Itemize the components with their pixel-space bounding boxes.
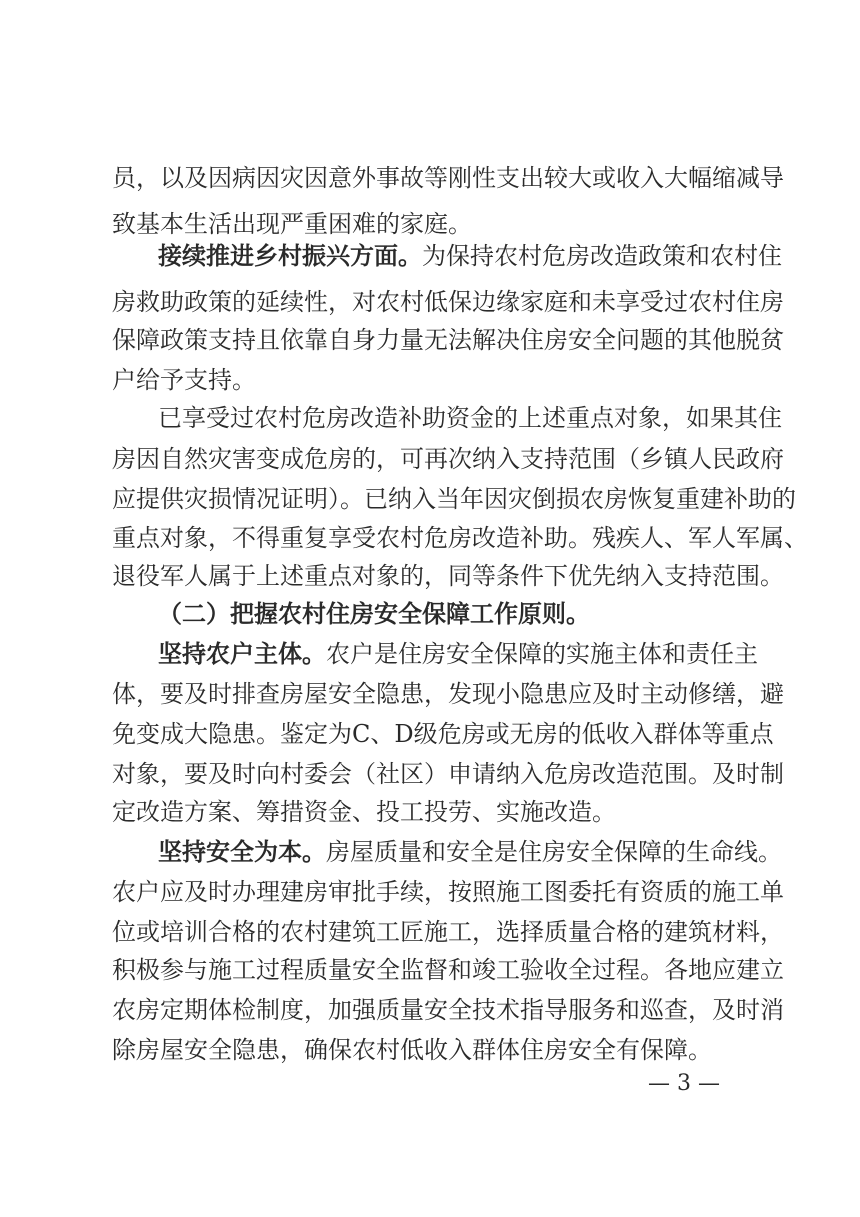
body-line: 农房定期体检制度，加强质量安全技术指导服务和巡查，及时消 — [112, 996, 784, 1024]
body-line: 退役军人属于上述重点对象的，同等条件下优先纳入支持范围。 — [112, 562, 784, 590]
body-line: 除房屋安全隐患，确保农村低收入群体住房安全有保障。 — [112, 1036, 712, 1064]
body-line: 位或培训合格的农村建筑工匠施工，选择质量合格的建筑材料， — [112, 918, 784, 946]
body-line: 已享受过农村危房改造补助资金的上述重点对象，如果其住 — [158, 404, 782, 432]
body-line: 应提供灾损情况证明）。已纳入当年因灾倒损农房恢复重建补助的 — [112, 485, 796, 513]
body-line: 重点对象，不得重复享受农村危房改造补助。残疾人、军人军属、 — [112, 524, 808, 552]
body-line: 坚持农户主体。农户是住房安全保障的实施主体和责任主 — [158, 639, 758, 668]
body-line: 农户应及时办理建房审批手续，按照施工图委托有资质的施工单 — [112, 878, 784, 906]
page-number: — 3 — — [648, 1071, 720, 1096]
body-line: 房因自然灾害变成危房的，可再次纳入支持范围（乡镇人民政府 — [112, 445, 784, 473]
body-line: 员，以及因病因灾因意外事故等刚性支出较大或收入大幅缩减导 — [112, 164, 784, 192]
body-line: 免变成大隐患。鉴定为C、D级危房或无房的低收入群体等重点 — [112, 720, 774, 748]
body-line: 致基本生活出现严重困难的家庭。 — [112, 210, 472, 238]
body-line: 保障政策支持且依靠自身力量无法解决住房安全问题的其他脱贫 — [112, 326, 784, 354]
body-line: 对象，要及时向村委会（社区）申请纳入危房改造范围。及时制 — [112, 760, 784, 788]
paragraph-heading: 坚持农户主体。 — [158, 639, 326, 668]
section-heading: （二）把握农村住房安全保障工作原则。 — [158, 599, 590, 628]
body-line: 体，要及时排查房屋安全隐患，发现小隐患应及时主动修缮，避 — [112, 680, 784, 708]
body-line: 积极参与施工过程质量安全监督和竣工验收全过程。各地应建立 — [112, 956, 784, 984]
body-line: 房救助政策的延续性，对农村低保边缘家庭和未享受过农村住房 — [112, 288, 784, 316]
body-line: 定改造方案、筹措资金、投工投劳、实施改造。 — [112, 798, 616, 826]
body-line: 户给予支持。 — [112, 366, 256, 394]
body-line: 接续推进乡村振兴方面。为保持农村危房改造政策和农村住 — [158, 241, 782, 270]
paragraph-heading: 接续推进乡村振兴方面。 — [158, 241, 422, 270]
paragraph-heading: 坚持安全为本。 — [158, 837, 326, 866]
body-line: 坚持安全为本。房屋质量和安全是住房安全保障的生命线。 — [158, 837, 782, 866]
